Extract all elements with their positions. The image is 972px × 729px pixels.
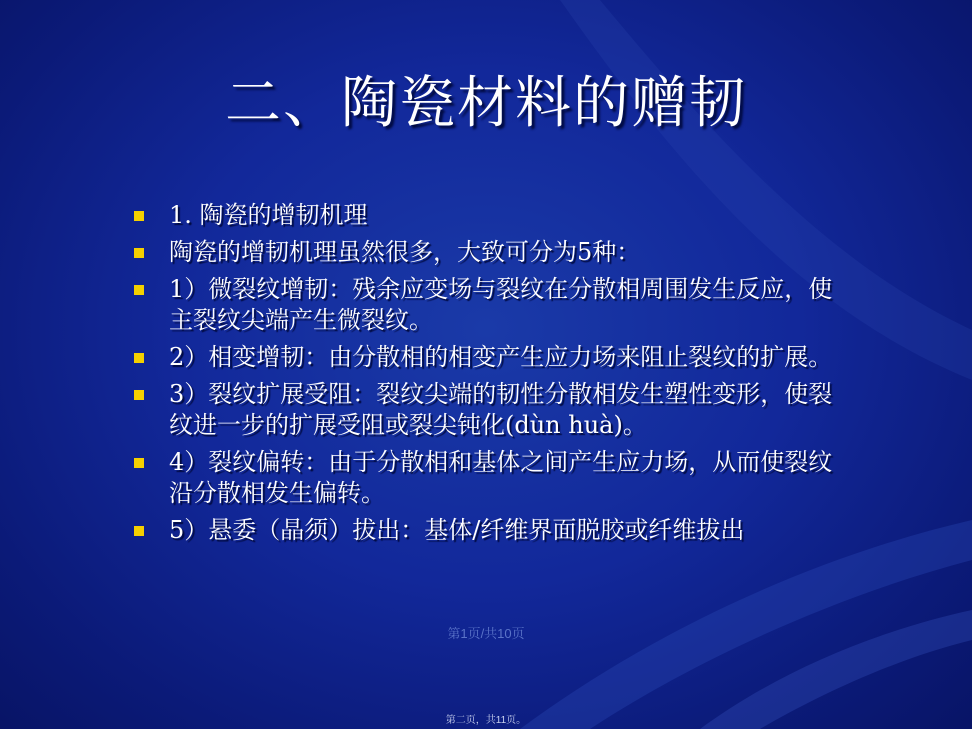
- square-bullet-icon: [134, 458, 144, 468]
- list-item: [130, 447, 850, 509]
- square-bullet-icon: [134, 211, 144, 221]
- square-bullet-icon: [134, 353, 144, 363]
- bullet-text: 4）裂纹偏转：由于分散相和基体之间产生应力场，从而使裂纹沿分散相发生偏转。: [169, 448, 833, 507]
- list-item: [130, 237, 850, 268]
- bullet-text: 陶瓷的增韧机理虽然很多，大致可分为5种：: [169, 238, 641, 266]
- footer-note: 第二页，共11页。: [445, 715, 527, 726]
- square-bullet-icon: [134, 285, 144, 295]
- page-indicator: 第1页/共10页: [447, 626, 525, 641]
- bullet-text: 2）相变增韧：由分散相的相变产生应力场来阻止裂纹的扩展。: [169, 343, 833, 371]
- bullet-text: 1. 陶瓷的增韧机理: [169, 201, 368, 229]
- square-bullet-icon: [134, 248, 144, 258]
- bullet-text: 3）裂纹扩展受阻：裂纹尖端的韧性分散相发生塑性变形，使裂纹进一步的扩展受阻或裂尖钝化(dùn huà)。: [169, 380, 833, 439]
- square-bullet-icon: [134, 390, 144, 400]
- square-bullet-icon: [134, 526, 144, 536]
- bullet-text: 1）微裂纹增韧：残余应变场与裂纹在分散相周围发生反应，使主裂纹尖端产生微裂纹。: [169, 275, 833, 334]
- list-item: [130, 274, 850, 336]
- list-item: [130, 200, 850, 231]
- slide-title: 二、陶瓷材料的赠韧: [225, 71, 747, 136]
- list-item: [130, 342, 850, 373]
- bullet-list: [130, 200, 850, 552]
- list-item: [130, 379, 850, 441]
- bullet-text: 5）悬委（晶须）拔出：基体/纤维界面脱胶或纤维拔出: [169, 516, 745, 544]
- list-item: [130, 515, 850, 546]
